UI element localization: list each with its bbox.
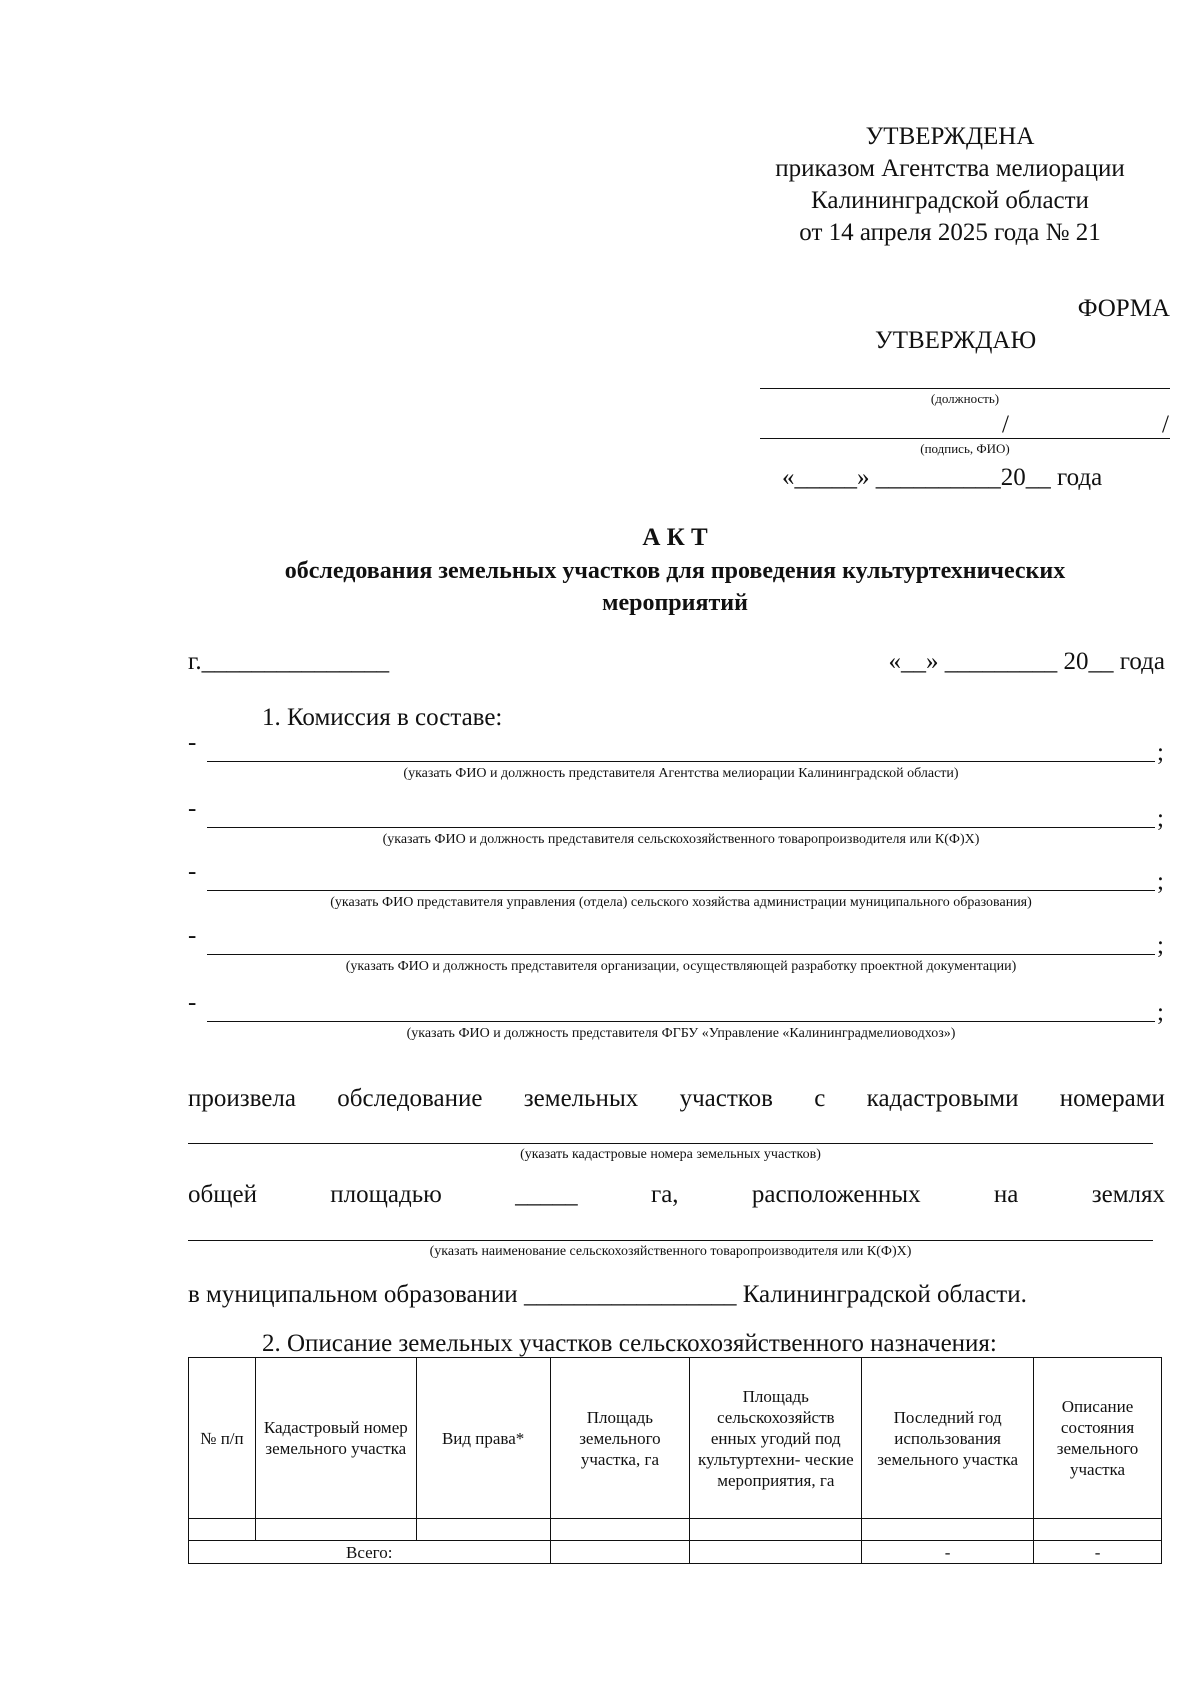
act-subtitle-line-1: обследования земельных участков для проведения культуртехнических bbox=[284, 558, 1066, 584]
act-date: «__» _________ 20__ года bbox=[888, 648, 1165, 675]
member-semicolon: ; bbox=[1157, 805, 1164, 832]
col-header-right-type: Вид права* bbox=[416, 1358, 550, 1519]
approval-title: УТВЕРЖДЕНА bbox=[865, 123, 1035, 150]
section-1-heading: 1. Комиссия в составе: bbox=[262, 704, 503, 731]
body-line-3: в муниципальном образовании _________________ Калининградской области. bbox=[188, 1281, 1027, 1308]
table-cell bbox=[416, 1519, 550, 1541]
forma-label: ФОРМА bbox=[1077, 295, 1170, 322]
total-last-year: - bbox=[862, 1541, 1034, 1564]
member-caption: (указать ФИО представителя управления (отдела) сельского хозяйства администрации муниципального образования) bbox=[330, 895, 1032, 910]
table-cell bbox=[1034, 1519, 1162, 1541]
member-caption: (указать ФИО и должность представителя ФГБУ «Управление «Калининградмелиоводхоз») bbox=[406, 1026, 956, 1041]
total-agri-area bbox=[690, 1541, 862, 1564]
member-line bbox=[207, 827, 1155, 828]
approval-line-3: от 14 апреля 2025 года № 21 bbox=[799, 219, 1101, 246]
cadastral-numbers-line bbox=[188, 1143, 1153, 1144]
signature-slash: / bbox=[1002, 411, 1009, 438]
col-header-last-year: Последний год использования земельного участка bbox=[862, 1358, 1034, 1519]
land-plots-table bbox=[188, 1357, 1162, 1564]
member-line bbox=[207, 954, 1155, 955]
member-line bbox=[207, 890, 1155, 891]
col-header-number: № п/п bbox=[189, 1358, 256, 1519]
member-dash: - bbox=[188, 858, 197, 885]
table-cell bbox=[690, 1519, 862, 1541]
approval-line-1: приказом Агентства мелиорации bbox=[775, 155, 1125, 182]
approve-date: «_____» __________20__ года bbox=[782, 464, 1103, 491]
body-word: земельных bbox=[523, 1085, 639, 1112]
body-word: с bbox=[814, 1085, 826, 1112]
act-subtitle-line-2: мероприятий bbox=[602, 590, 748, 616]
body-line-1 bbox=[188, 1084, 1165, 1114]
body-word: номерами bbox=[1059, 1085, 1165, 1112]
member-dash: - bbox=[188, 989, 197, 1016]
member-dash: - bbox=[188, 795, 197, 822]
body-word: кадастровыми bbox=[866, 1085, 1019, 1112]
body-word: расположенных bbox=[751, 1181, 921, 1208]
table-cell bbox=[189, 1519, 256, 1541]
table-header-row bbox=[189, 1358, 1162, 1519]
member-caption: (указать ФИО и должность представителя сельскохозяйственного товаропроизводителя или К(Ф)Х) bbox=[382, 832, 980, 847]
total-description: - bbox=[1034, 1541, 1162, 1564]
member-semicolon: ; bbox=[1157, 739, 1164, 766]
act-title: А К Т bbox=[642, 524, 708, 551]
body-word: произвела bbox=[188, 1085, 296, 1112]
total-label: Всего: bbox=[189, 1541, 551, 1564]
col-header-cadastral-number: Кадастровый номер земельного участка bbox=[255, 1358, 416, 1519]
signature-slash-end: / bbox=[1162, 411, 1169, 438]
position-caption: (должность) bbox=[930, 391, 1000, 406]
approve-title: УТВЕРЖДАЮ bbox=[875, 327, 1037, 354]
table-total-row bbox=[189, 1541, 1162, 1564]
member-dash: - bbox=[188, 922, 197, 949]
member-semicolon: ; bbox=[1157, 868, 1164, 895]
body-word: участков bbox=[679, 1085, 773, 1112]
body-word: площадью bbox=[330, 1181, 442, 1208]
body-word: на bbox=[993, 1181, 1019, 1208]
body-line-2 bbox=[188, 1180, 1165, 1210]
body-word: землях bbox=[1091, 1181, 1165, 1208]
member-line bbox=[207, 1021, 1155, 1022]
total-plot-area bbox=[550, 1541, 690, 1564]
member-line bbox=[207, 761, 1155, 762]
section-2-heading: 2. Описание земельных участков сельскохозяйственного назначения: bbox=[262, 1330, 997, 1357]
col-header-description: Описание состояния земельного участка bbox=[1034, 1358, 1162, 1519]
signature-caption: (подпись, ФИО) bbox=[920, 441, 1010, 456]
col-header-plot-area: Площадь земельного участка, га bbox=[550, 1358, 690, 1519]
body-word: общей bbox=[188, 1181, 257, 1208]
body-word: обследование bbox=[337, 1085, 483, 1112]
owner-caption: (указать наименование сельскохозяйственного товаропроизводителя или К(Ф)Х) bbox=[429, 1244, 912, 1259]
col-header-agri-area: Площадь сельскохозяйств енных угодий под культуртехни- ческие мероприятия, га bbox=[690, 1358, 862, 1519]
body-word: _____ bbox=[515, 1181, 578, 1208]
member-caption: (указать ФИО и должность представителя организации, осуществляющей разработку проектной документации) bbox=[345, 959, 1017, 974]
member-dash: - bbox=[188, 729, 197, 756]
approval-line-2: Калининградской области bbox=[811, 187, 1089, 214]
cadastral-numbers-caption: (указать кадастровые номера земельных участков) bbox=[520, 1147, 821, 1162]
table-row bbox=[189, 1519, 1162, 1541]
signature-line bbox=[760, 438, 1170, 439]
body-word: га, bbox=[650, 1181, 679, 1208]
position-line bbox=[760, 388, 1170, 389]
member-semicolon: ; bbox=[1157, 999, 1164, 1026]
act-city: г._______________ bbox=[188, 648, 390, 675]
owner-line bbox=[188, 1240, 1153, 1241]
table-cell bbox=[255, 1519, 416, 1541]
member-caption: (указать ФИО и должность представителя Агентства мелиорации Калининградской области) bbox=[403, 766, 959, 781]
member-semicolon: ; bbox=[1157, 932, 1164, 959]
table-cell bbox=[862, 1519, 1034, 1541]
table-cell bbox=[550, 1519, 690, 1541]
